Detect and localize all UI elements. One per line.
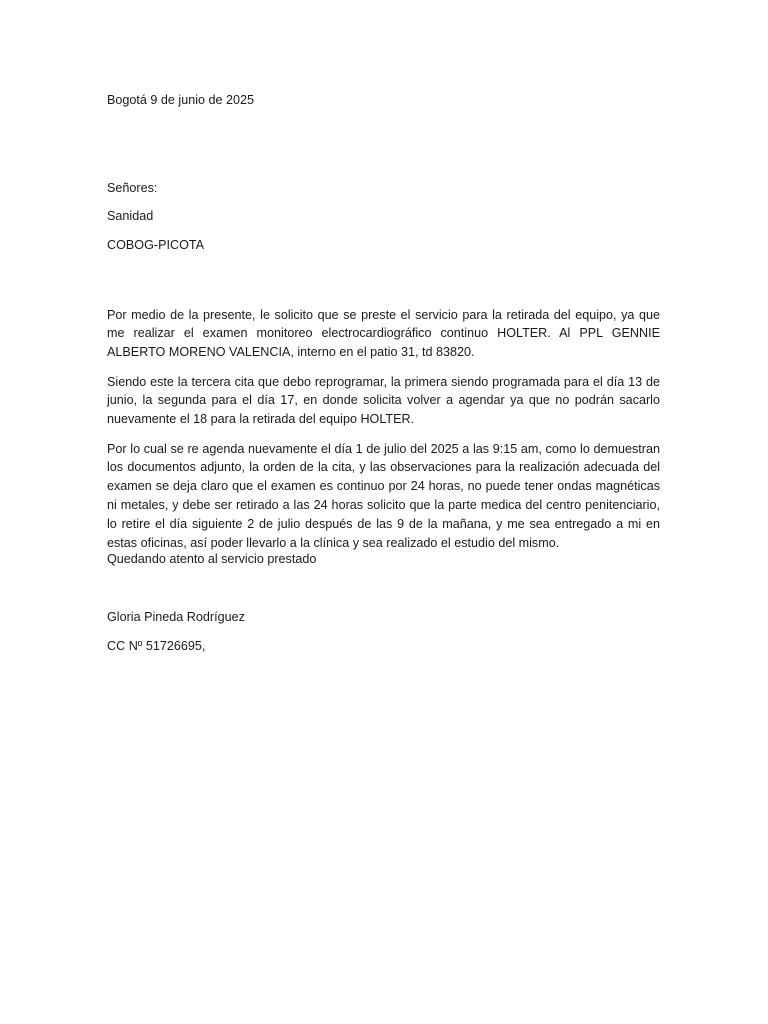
signer-id: CC Nº 51726695, xyxy=(107,639,206,653)
signer-name: Gloria Pineda Rodríguez xyxy=(107,610,245,624)
date-line: Bogotá 9 de junio de 2025 xyxy=(107,93,255,107)
recipient-department: Sanidad xyxy=(107,209,154,223)
closing-line: Quedando atento al servicio prestado xyxy=(107,552,317,566)
recipient-institution: COBOG-PICOTA xyxy=(107,238,205,252)
body-paragraph-1: Por medio de la presente, le solicito que se preste el servicio para la retirada del equipo, ya que me realizar el examen monitoreo electrocardiográfico continuo HOLTER. Al PPL GENNIE ALBERTO MORENO VALENCIA, interno en el patio 31, td 83820. xyxy=(107,307,660,360)
recipient-salutation: Señores: xyxy=(107,181,158,195)
body-paragraph-3: Por lo cual se re agenda nuevamente el día 1 de julio del 2025 a las 9:15 am, como lo demuestran los documentos adjunto, la orden de la cita, y las observaciones para la realización adecuada del examen se deja claro que el examen es continuo por 24 horas, no puede tener ondas magnéticas ni metales, y debe ser retirado a las 24 horas solicito que la parte medica del centro penitenciario, lo retire el día siguiente 2 de julio después de las 9 de la mañana, y me sea entregado a mi en estas oficinas, así poder llevarlo a la clínica y sea realizado el estudio del mismo. xyxy=(107,441,660,550)
body-paragraph-2: Siendo este la tercera cita que debo reprogramar, la primera siendo programada para el día 13 de junio, la segunda para el día 17, en donde solicita volver a agendar ya que no podrán sacarlo nuevamente el 18 para la retirada del equipo HOLTER. xyxy=(107,374,660,427)
